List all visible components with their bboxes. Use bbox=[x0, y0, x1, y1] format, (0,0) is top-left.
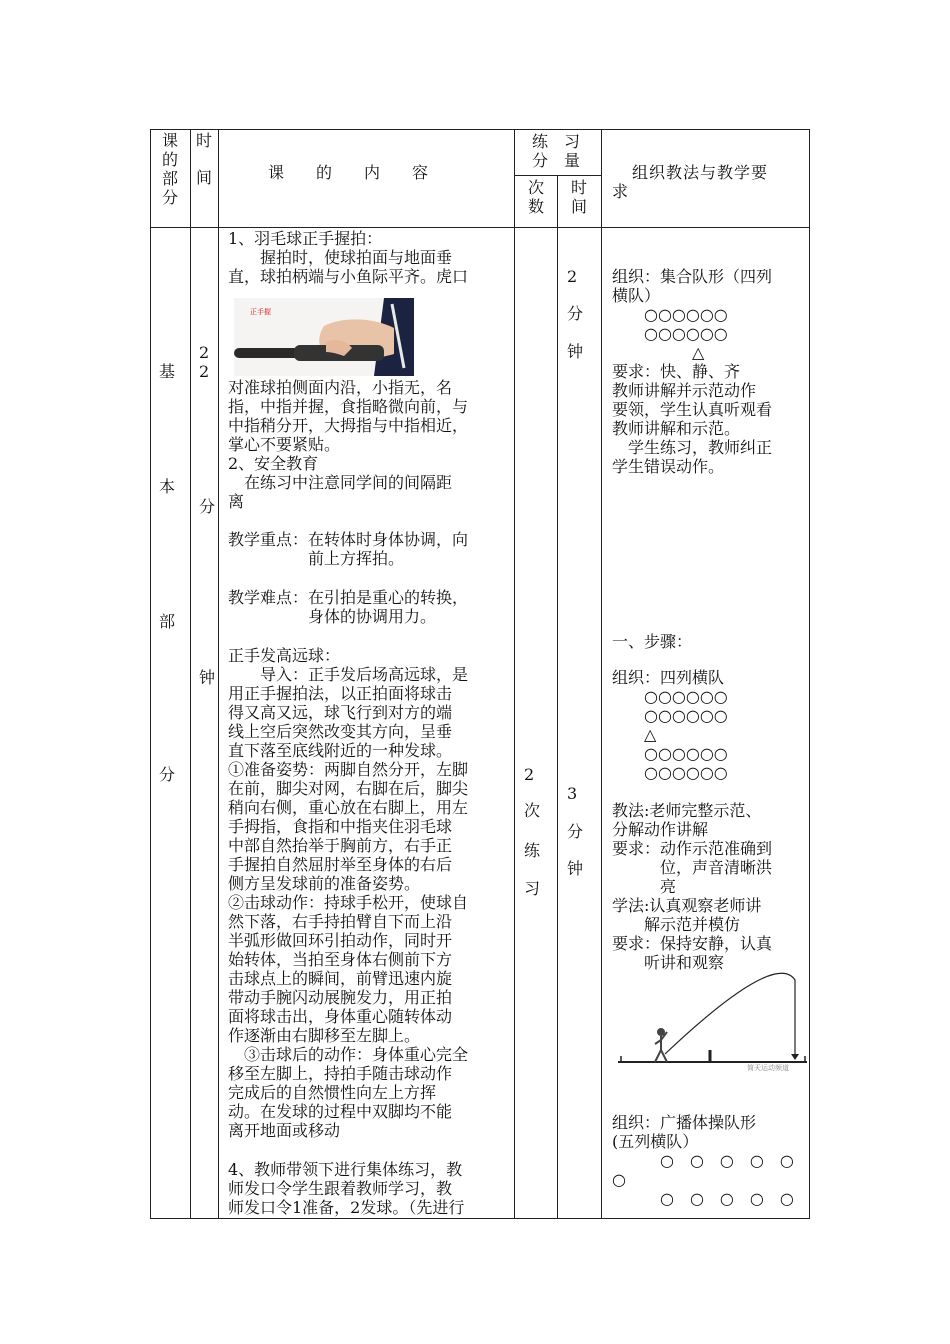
time-unit-2a: 分 bbox=[567, 822, 584, 841]
table-divider-time-method bbox=[601, 129, 602, 1219]
section-label-4: 分 bbox=[159, 765, 176, 784]
content-line: ③击球后的动作：身体重心完全 bbox=[228, 1045, 469, 1064]
method-line: 分解动作讲解 bbox=[612, 820, 709, 839]
count-label-lian: 练 bbox=[524, 841, 541, 860]
content-line: 动。在发球的过程中双脚均不能 bbox=[228, 1102, 453, 1121]
time-label-4: 钟 bbox=[199, 668, 216, 687]
forehand-grip-photo bbox=[234, 298, 414, 376]
content-line: 对准球拍侧面内沿，小指无，名 bbox=[228, 378, 453, 397]
content-line: 师发口令学生跟着教师学习，教 bbox=[228, 1179, 453, 1198]
table-border-left bbox=[150, 129, 151, 1219]
content-line: 用正手握拍法，以正拍面将球击 bbox=[228, 684, 453, 703]
content-line: 教学难点：在引拍是重心的转换， bbox=[228, 588, 469, 607]
method-line: 学生练习，教师纠正 bbox=[612, 438, 773, 457]
method-line: ○○○○○○ bbox=[612, 744, 728, 763]
content-line: 然下落，右手持拍臂自下而上沿 bbox=[228, 912, 453, 931]
content-line: 前上方挥拍。 bbox=[228, 549, 405, 568]
diagram-watermark: 简天运动频道 bbox=[747, 1064, 789, 1072]
header-count: 次 数 bbox=[527, 178, 544, 216]
content-line: 直，球拍柄端与小鱼际平齐。虎口 bbox=[228, 267, 469, 286]
header-practice-top: 练 习 bbox=[532, 132, 581, 151]
method-line: 组织：集合队形（四列 bbox=[612, 267, 773, 286]
hand-grip-illustration bbox=[234, 298, 414, 376]
method-line: 听讲和观察 bbox=[612, 953, 725, 972]
header-method-cont: 求 bbox=[612, 182, 629, 201]
content-line: 在练习中注意同学间的间隔距 bbox=[228, 473, 453, 492]
header-content: 课 的 内 容 bbox=[268, 163, 429, 182]
table-border-top bbox=[150, 129, 810, 130]
content-line: 在前，脚尖对网，右脚在后，脚尖 bbox=[228, 779, 469, 798]
method-line: (五列横队） bbox=[612, 1132, 699, 1151]
method-line: 解示范并模仿 bbox=[612, 915, 741, 934]
content-line: 移至左脚上，持拍手随击球动作 bbox=[228, 1064, 453, 1083]
table-header-subdivider bbox=[514, 175, 602, 176]
serve-trajectory-diagram bbox=[615, 970, 810, 1080]
method-line: ○ ○ ○ ○ ○ bbox=[612, 1151, 794, 1170]
method-line: 一、步骤： bbox=[612, 632, 693, 651]
table-border-bottom bbox=[150, 1218, 810, 1219]
method-line: ○ ○ ○ ○ ○ bbox=[612, 1189, 794, 1208]
count-value: 2 bbox=[524, 765, 535, 784]
method-line: ○○○○○○ bbox=[612, 687, 728, 706]
time-value-1: 2 bbox=[567, 267, 578, 286]
content-line: 直下落至底线附近的一种发球。 bbox=[228, 741, 453, 760]
table-divider-content-count bbox=[514, 129, 515, 1219]
method-line: 要求：保持安静，认真 bbox=[612, 934, 773, 953]
content-line: 中部自然抬举于胸前方，右手正 bbox=[228, 836, 453, 855]
content-line: 4、教师带领下进行集体练习，教 bbox=[228, 1160, 463, 1179]
content-line: 完成后的自然惯性向左上方挥 bbox=[228, 1083, 437, 1102]
method-line: 要求：快、静、齐 bbox=[612, 362, 741, 381]
count-label-xi: 习 bbox=[524, 879, 541, 898]
section-label-1: 基 bbox=[159, 362, 176, 381]
header-method: 组织教法与教学要 bbox=[632, 163, 769, 182]
content-line: 中指稍分开，大拇指与中指相近， bbox=[228, 416, 469, 435]
content-line: 2、安全教育 bbox=[228, 454, 319, 473]
method-line: ○○○○○○ bbox=[612, 763, 728, 782]
time-unit-1a: 分 bbox=[567, 304, 584, 323]
method-line: 组织：四列横队 bbox=[612, 668, 725, 687]
method-line: ○ bbox=[612, 1170, 626, 1189]
content-line: 师发口令1准备，2发球。（先进行 bbox=[228, 1198, 465, 1217]
header-practice-bottom: 分 量 bbox=[532, 151, 581, 170]
content-line: 指，中指并握，食指略微向前，与 bbox=[228, 397, 469, 416]
content-line: 半弧形做回环引拍动作，同时开 bbox=[228, 931, 453, 950]
content-line: 教学重点：在转体时身体协调，向 bbox=[228, 530, 469, 549]
method-line: 学法:认真观察老师讲 bbox=[612, 896, 762, 915]
method-line: 横队） bbox=[612, 286, 661, 305]
content-line: 身体的协调用力。 bbox=[228, 607, 437, 626]
header-time: 时 间 bbox=[195, 131, 212, 187]
table-divider-count-time bbox=[557, 175, 558, 1219]
table-divider-section-time bbox=[190, 129, 191, 1219]
content-line: 面将球击出，身体重心随转体动 bbox=[228, 1007, 453, 1026]
header-section: 课 的 部 分 bbox=[161, 131, 178, 207]
method-line: 教师讲解并示范动作 bbox=[612, 381, 757, 400]
time-label-2: 2 bbox=[199, 362, 210, 381]
content-line: 始转体，当拍至身体右侧前下方 bbox=[228, 950, 453, 969]
section-label-2: 本 bbox=[159, 477, 176, 496]
method-line: △ bbox=[612, 725, 657, 744]
content-line: 导入：正手发后场高远球，是 bbox=[228, 665, 469, 684]
method-line: 位，声音清晰洪 bbox=[612, 858, 773, 877]
content-line: 线上空后突然改变其方向，呈垂 bbox=[228, 722, 453, 741]
count-label-ci: 次 bbox=[524, 801, 541, 820]
method-line: 组织：广播体操队形 bbox=[612, 1113, 757, 1132]
method-line: 教法:老师完整示范、 bbox=[612, 801, 762, 820]
method-line: 亮 bbox=[612, 877, 677, 896]
content-line: 握拍时，使球拍面与地面垂 bbox=[228, 248, 453, 267]
content-line: 手拇指，食指和中指夹住羽毛球 bbox=[228, 817, 453, 836]
time-unit-1b: 钟 bbox=[567, 342, 584, 361]
content-line: 侧方呈发球前的准备姿势。 bbox=[228, 874, 421, 893]
content-line: 手握拍自然屈肘举至身体的右后 bbox=[228, 855, 453, 874]
time-unit-2b: 钟 bbox=[567, 859, 584, 878]
time-label-1: 2 bbox=[199, 343, 210, 362]
method-line: 要领，学生认真听观看 bbox=[612, 400, 773, 419]
content-line: 带动手腕闪动展腕发力，用正拍 bbox=[228, 988, 453, 1007]
header-time-sub: 时 间 bbox=[570, 178, 587, 216]
content-line: 掌心不要紧贴。 bbox=[228, 435, 341, 454]
table-divider-time-content bbox=[218, 129, 219, 1219]
content-line: 正手发高远球： bbox=[228, 646, 341, 665]
method-line: 要求：动作示范准确到 bbox=[612, 839, 773, 858]
content-line: ①准备姿势：两脚自然分开，左脚 bbox=[228, 760, 469, 779]
method-line: ○○○○○○ bbox=[612, 305, 728, 324]
time-label-3: 分 bbox=[199, 497, 216, 516]
content-line: 作逐渐由右脚移至左脚上。 bbox=[228, 1026, 421, 1045]
method-line: △ bbox=[612, 343, 705, 362]
content-line: 得又高又远，球飞行到对方的端 bbox=[228, 703, 453, 722]
content-line: ②击球动作：持球手松开，使球自 bbox=[228, 893, 469, 912]
table-header-bottom bbox=[150, 227, 810, 228]
content-line: 离开地面或移动 bbox=[228, 1121, 341, 1140]
photo-caption: 正手握 bbox=[250, 308, 271, 316]
content-line: 1、羽毛球正手握拍： bbox=[228, 229, 383, 248]
section-label-3: 部 bbox=[159, 612, 176, 631]
method-line: ○○○○○○ bbox=[612, 324, 728, 343]
method-line: 学生错误动作。 bbox=[612, 457, 725, 476]
content-line: 击球点上的瞬间，前臂迅速内旋 bbox=[228, 969, 453, 988]
content-line: 离 bbox=[228, 492, 245, 511]
time-value-2: 3 bbox=[567, 784, 578, 803]
method-line: ○○○○○○ bbox=[612, 706, 728, 725]
content-line: 稍向右侧，重心放在右脚上，用左 bbox=[228, 798, 469, 817]
method-line: 教师讲解和示范。 bbox=[612, 419, 741, 438]
